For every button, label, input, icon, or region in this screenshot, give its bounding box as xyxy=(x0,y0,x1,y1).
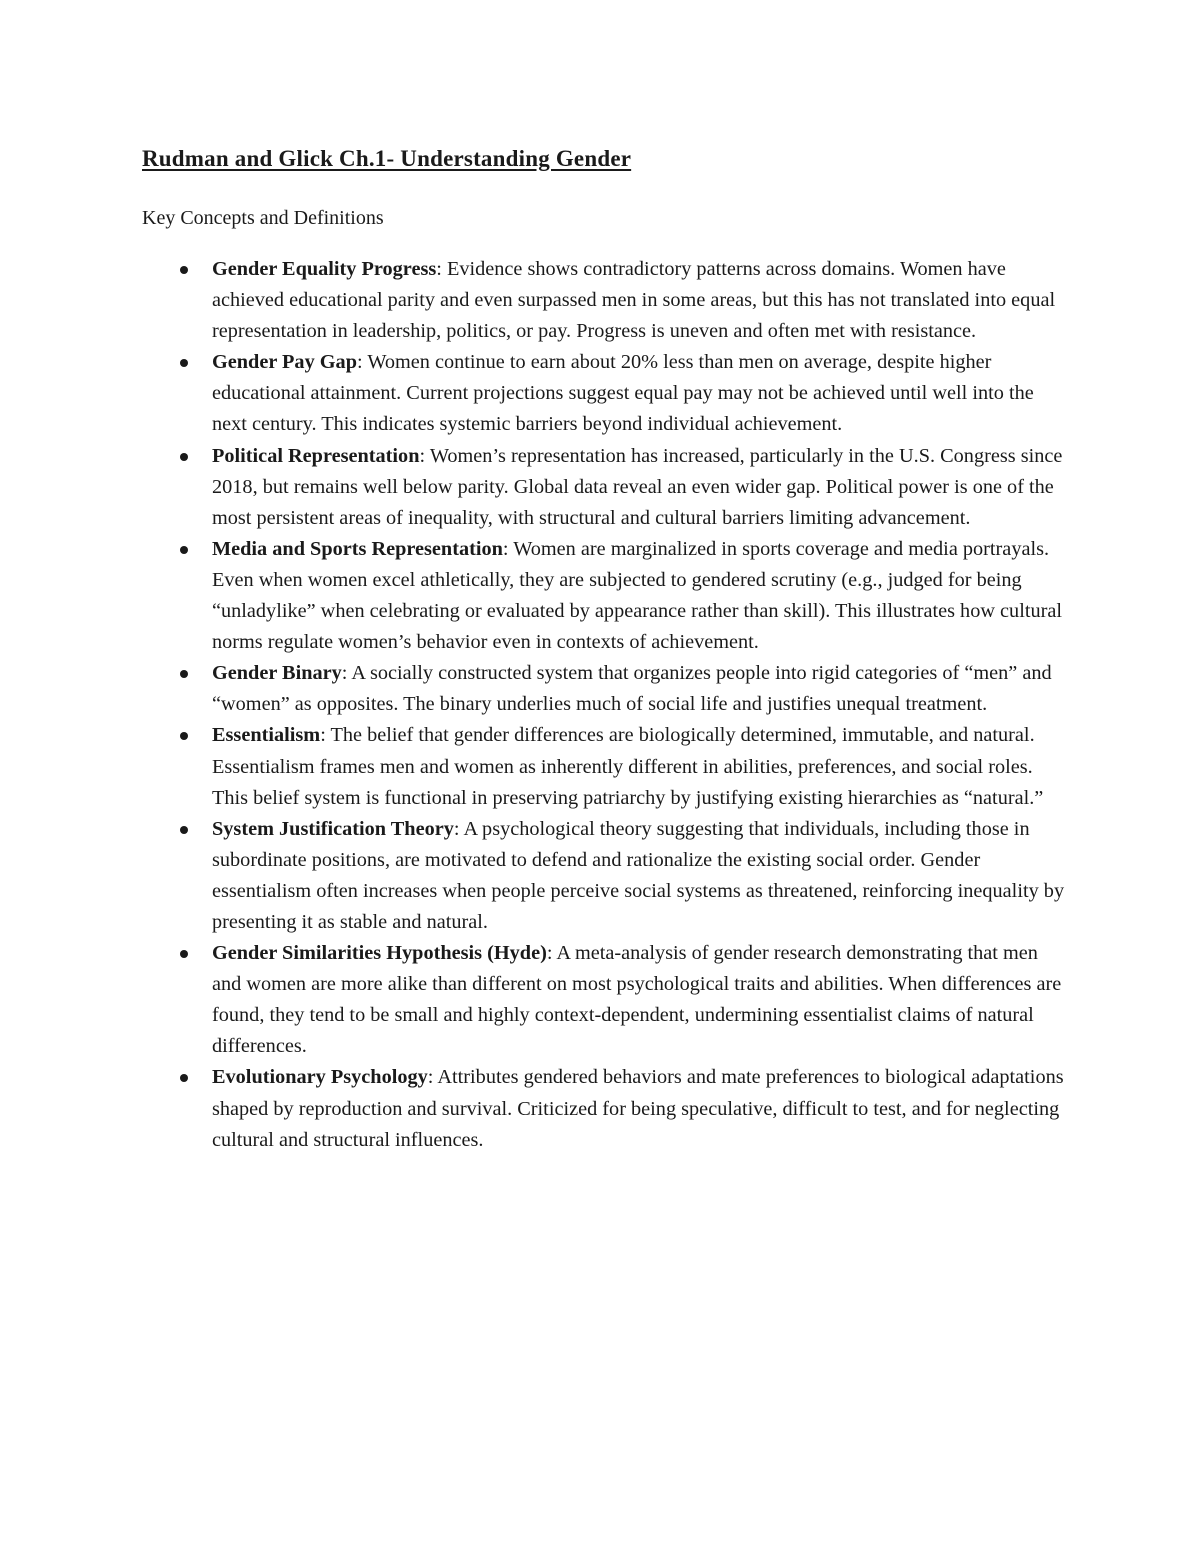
concept-definition: : A psychological theory suggesting that individuals, including those in subordinate positions, are motivated to defend and rationalize the existing social order. Gender essentialism often increases when people perceive social systems as threatened, reinforcing inequality by presenting it as stable and natural. xyxy=(212,817,1065,933)
list-item xyxy=(142,938,1072,1062)
bullet-icon xyxy=(180,546,188,554)
list-item xyxy=(142,1062,1072,1155)
concept-term: Gender Pay Gap xyxy=(212,351,357,374)
list-item xyxy=(142,441,1072,534)
concept-term: System Justification Theory xyxy=(212,817,454,840)
concept-definition: : Women’s representation has increased, particularly in the U.S. Congress since 2018, but remains well below parity. Global data reveal an even wider gap. Political power is one of the most persistent areas of inequality, with structural and cultural barriers limiting advancement. xyxy=(212,444,1063,529)
list-item xyxy=(142,534,1072,658)
list-item xyxy=(142,814,1072,938)
section-heading: Key Concepts and Definitions xyxy=(142,207,384,229)
concept-definition: : Evidence shows contradictory patterns across domains. Women have achieved educational parity and even surpassed men in some areas, but this has not translated into equal representation in leadership, politics, or pay. Progress is uneven and often met with resistance. xyxy=(212,258,1056,343)
list-item xyxy=(142,254,1072,347)
bullet-icon xyxy=(180,453,188,461)
list-item xyxy=(142,347,1072,440)
bullet-icon xyxy=(180,1074,188,1082)
bullet-icon xyxy=(180,732,188,740)
concept-definition: : Women are marginalized in sports coverage and media portrayals. Even when women excel athletically, they are subjected to gendered scrutiny (e.g., judged for being “unladylike” when celebrating or evaluated by appearance rather than skill). This illustrates how cultural norms regulate women’s behavior even in contexts of achievement. xyxy=(212,537,1062,654)
concept-list xyxy=(142,254,1072,1156)
concept-term: Political Representation xyxy=(212,444,420,467)
concept-definition: : A meta-analysis of gender research demonstrating that men and women are more alike than different on most psychological traits and abilities. When differences are found, they tend to be small and highly context-dependent, undermining essentialist claims of natural differences. xyxy=(212,942,1062,1058)
concept-term: Evolutionary Psychology xyxy=(212,1066,428,1089)
concept-term: Essentialism xyxy=(212,724,321,747)
concept-term: Gender Binary xyxy=(212,662,342,685)
list-item xyxy=(142,720,1072,813)
document-title: Rudman and Glick Ch.1- Understanding Gender xyxy=(142,146,632,171)
concept-definition: : Attributes gendered behaviors and mate preferences to biological adaptations shaped by reproduction and survival. Criticized for being speculative, difficult to test, and for neglecting cultural and structural influences. xyxy=(212,1066,1064,1151)
bullet-icon xyxy=(180,950,188,958)
concept-term: Gender Equality Progress xyxy=(212,258,437,280)
concept-term: Media and Sports Representation xyxy=(212,537,503,560)
list-item xyxy=(142,658,1072,720)
bullet-icon xyxy=(180,359,188,367)
concept-definition: : The belief that gender differences are biologically determined, immutable, and natural. Essentialism frames men and women as inherently different in abilities, preferences, and social roles. This belief system is functional in preserving patriarchy by justifying existing hierarchies as “natural.” xyxy=(212,724,1044,809)
bullet-icon xyxy=(180,826,188,834)
document-page xyxy=(142,140,1072,1156)
concept-definition: : A socially constructed system that organizes people into rigid categories of “men” and “women” as opposites. The binary underlies much of social life and justifies unequal treatment. xyxy=(212,662,1052,716)
bullet-icon xyxy=(180,266,188,274)
bullet-icon xyxy=(180,670,188,678)
concept-definition: : Women continue to earn about 20% less than men on average, despite higher educational attainment. Current projections suggest equal pay may not be achieved until well into the next century. This indicates systemic barriers beyond individual achievement. xyxy=(212,351,1034,436)
concept-term: Gender Similarities Hypothesis (Hyde) xyxy=(212,942,547,965)
